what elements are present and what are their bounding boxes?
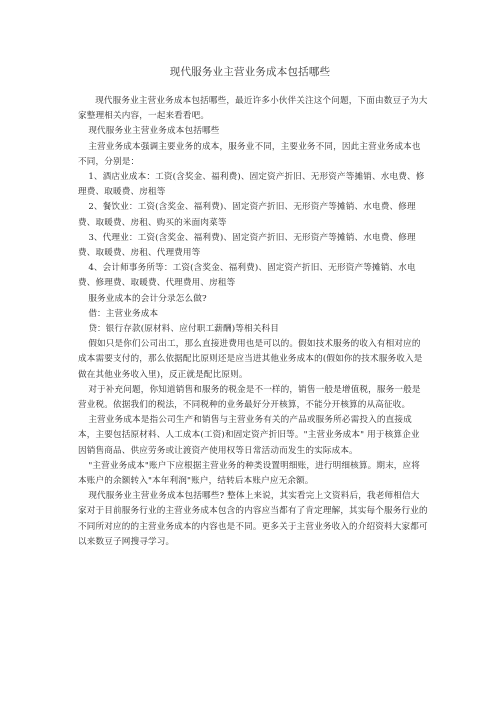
list-item: 2、餐饮业：工资(含奖金、福利费)、固定资产折旧、无形资产等摊销、水电费、修理费、取暖费、房租、购买的米面肉菜等 (78, 202, 416, 228)
document-body (78, 94, 428, 550)
list-item: 1、酒店业成本：工资(含奖金、福利费)、固定资产折旧、无形资产等摊销、水电费、修理费、取暖费、房租等 (78, 172, 425, 198)
body-paragraph: 主营业务成本强调主要业务的成本，服务业不同，主要业务不同，因此主营业务成本也不同，分别是： (78, 141, 421, 167)
intro-paragraph: 现代服务业主营业务成本包括哪些，最近许多小伙伴关注这个问题，下面由数豆子为大家整理相关内容，一起来看看吧。 (78, 96, 428, 122)
body-paragraph: 假如只是你们公司出工，那么直接进费用也是可以的。假如技术服务的收入有相对应的成本需要支付的，那么依据配比原则还是应当进其他业务成本的(假如你的技术服务收入是做在其他业务收入里)，反正就是配比原则。 (78, 339, 423, 380)
body-paragraph: 对于补充问题，你知道销售和服务的税金是不一样的，销售一般是增值税，服务一般是营业税。依据我们的税法，不同税种的业务最好分开核算，不能分开核算的从高征收。 (78, 384, 421, 411)
body-paragraph: "主营业务成本"账户下应根据主营业务的种类设置明细账，进行明细核算。期末，应将本账户的余额转入"本年利润"账户，结转后本账户应无余额。 (78, 460, 421, 487)
body-paragraph: 主营业务成本是指公司生产和销售与主营业务有关的产品或服务所必需投入的直接成本，主要包括原材料、人工成本(工资)和固定资产折旧等。"主营业务成本" 用于核算企业因销售商品、供应劳务或让渡资产使用权等日常活动而发生的实际成本。 (78, 415, 420, 456)
document-title: 现代服务业主营业务成本包括哪些 (169, 66, 331, 78)
list-item: 4、会计师事务所等：工资(含奖金、福利费)、固定资产折旧、无形资产等摊销、水电费、修理费、取暖费、代理费用、房租等 (78, 263, 416, 289)
list-item: 3、代理业：工资(含奖金、福利费)、固定资产折旧、无形资产等摊销、水电费、修理费、取暖费、房租、代理费用等 (78, 232, 416, 259)
journal-entry-credit: 贷：银行存款(原材料、应付职工薪酬)等相关科目 (88, 324, 279, 335)
journal-entry-debit: 借：主营业务成本 (88, 308, 159, 319)
conclusion-paragraph: 现代服务业主营业务成本包括哪些? 整体上来说，其实看完上文资料后，我老师相信大家对于目前服务行业的主营业务成本包含的内容应当都有了肯定理解，其实每个服务行业的不同所对应的的主营业务成本的内容也是不同。更多关于主营业务收入的介绍资料大家都可以来数豆子网搜寻学习。 (78, 491, 428, 547)
section-heading: 服务业成本的会计分录怎么做? (88, 293, 207, 304)
section-heading: 现代服务业主营业务成本包括哪些 (88, 126, 220, 137)
